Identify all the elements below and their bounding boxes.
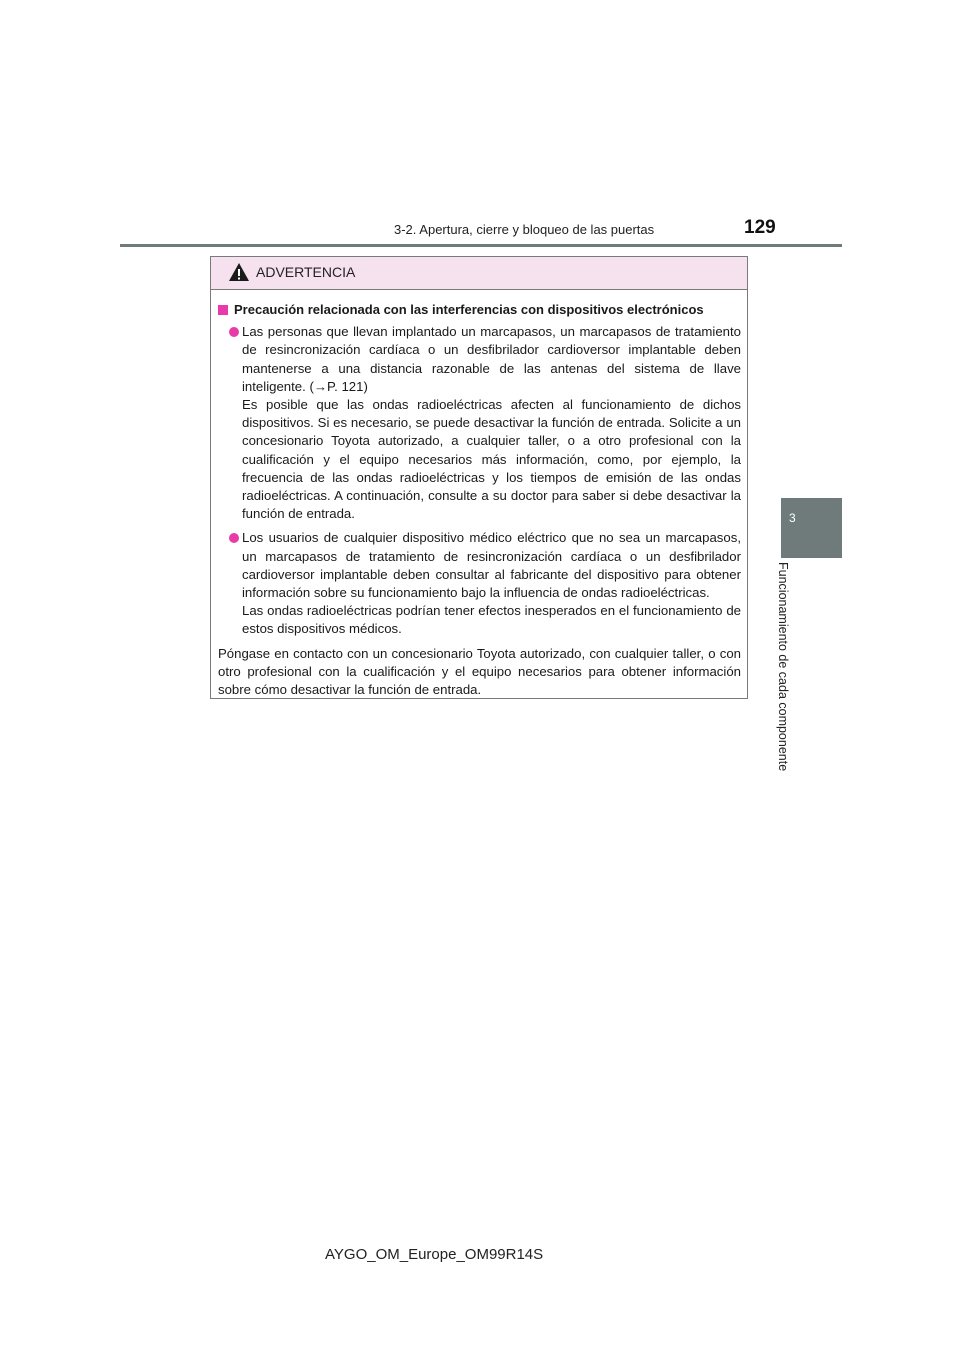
square-bullet-icon [218,305,228,315]
chapter-number: 3 [789,511,796,525]
bullet-paragraph: Los usuarios de cualquier dispositivo médico eléctrico que no sea un marcapasos, un marcapasos de tratamiento de resincronización cardíaca o un desfibrilador cardioversor implantable deben consultar al fabricante del dispositivo para obtener información sobre su funcionamiento bajo la influencia de ondas radioeléctricas. [242,530,741,601]
chapter-title-vertical [776,562,811,784]
chapter-tab [781,498,842,558]
circle-bullet-icon [229,327,239,337]
warning-heading-text: Precaución relacionada con las interferencias con dispositivos electrónicos [234,302,704,317]
warning-heading [218,301,741,319]
warning-label: ADVERTENCIA [256,264,356,280]
bullet-paragraph: Las personas que llevan implantado un marcapasos, un marcapasos de tratamiento de resincronización cardíaca o un desfibrilador cardioversor implantable deben mantenerse a una distancia razonable de las antenas del sistema de llave inteligente. (→P. 121) [242,324,741,394]
warning-body [218,301,741,712]
warning-header [211,257,747,290]
bullet-item [218,323,741,523]
warning-box [210,256,748,699]
warning-triangle-icon [228,262,250,282]
bullet-item [218,529,741,638]
circle-bullet-icon [229,533,239,543]
page-number: 129 [744,217,776,238]
closing-paragraph: Póngase en contacto con un concesionario Toyota autorizado, con cualquier taller, o con otro profesional con la cualificación y el equipo necesarios para obtener información sobre cómo desactivar la función de entrada. [218,645,741,698]
bullet-paragraph: Es posible que las ondas radioeléctricas afecten al funcionamiento de dichos dispositivos. Si es necesario, se puede desactivar la función de entrada. Solicite a un concesionario Toyota autorizado, a cualquier taller, o a otro profesional con la cualificación y el equipo necesarios más información, como, por ejemplo, la frecuencia de las ondas radioeléctricas y los tiempos de emisión de las ondas radioeléctricas. A continuación, consulte a su doctor para saber si debe desactivar la función de entrada. [242,397,741,522]
chapter-title: Funcionamiento de cada componente [776,562,790,772]
bullet-paragraph: Las ondas radioeléctricas podrían tener efectos inesperados en el funcionamiento de estos dispositivos médicos. [242,603,741,637]
header-divider [120,244,842,247]
section-title: 3-2. Apertura, cierre y bloqueo de las puertas [394,222,655,237]
document-code: AYGO_OM_Europe_OM99R14S [325,1246,544,1263]
